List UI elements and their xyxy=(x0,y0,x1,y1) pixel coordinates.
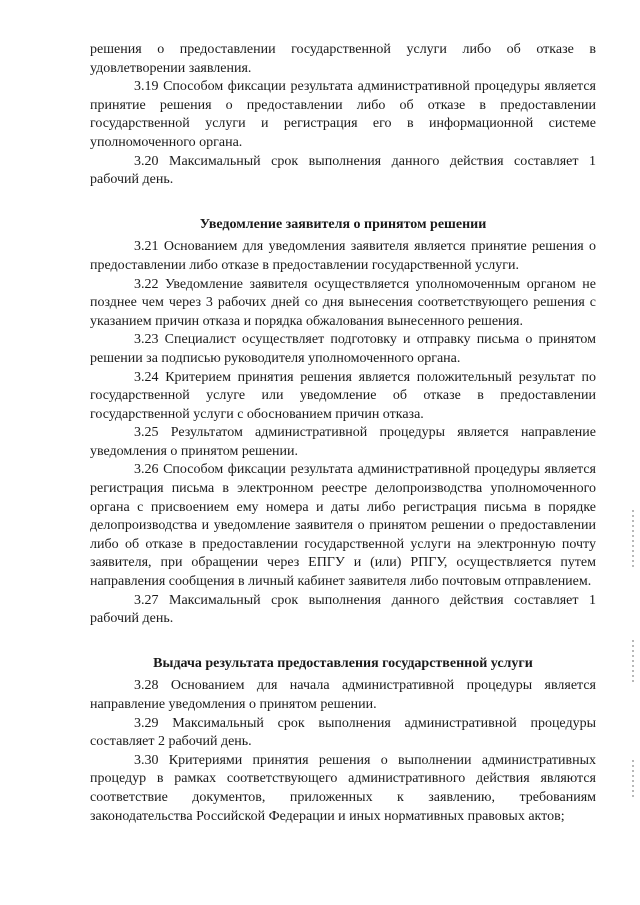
paragraph-3-19: 3.19 Способом фиксации результата административной процедуры является принятие решения о предоставлении либо об отказе в предоставлении государственной услуги и регистрация его в информационной системе уполномоченного органа. xyxy=(90,79,596,150)
section-gap xyxy=(90,190,596,202)
paragraph-3-21: 3.21 Основанием для уведомления заявителя является принятие решения о предоставлении либо отказе в предоставлении государственной услуги. xyxy=(90,239,596,273)
paragraph-3-26: 3.26 Способом фиксации результата административной процедуры является регистрация письма в электронном реестре делопроизводства уполномоченного органа с присвоением ему номера и даты либо регистрация письма в порядке делопроизводства и уведомление заявителя о принятом решении о предоставлении либо об отказе в предоставлении государственной услуги на электронную почту заявителя, при обращении через ЕПГУ и (или) РПГУ, осуществляется путем направления сообщения в личный кабинет заявителя либо почтовым отправлением. xyxy=(90,462,596,590)
paragraph-3-25: 3.25 Результатом административной процедуры является направление уведомления о принятом решении. xyxy=(90,425,596,459)
paragraph-3-23: 3.23 Специалист осуществляет подготовку и отправку письма о принятом решении за подписью руководителя уполномоченного органа. xyxy=(90,332,596,366)
paragraph-3-30: 3.30 Критериями принятия решения о выполнении административных процедур в рамках соответствующего административного действия являются соответствие документов, приложенных к заявлению, требованиям законодательства Российской Федерации и иных нормативных правовых актов; xyxy=(90,752,596,824)
paragraph-3-24: 3.24 Критерием принятия решения является положительный результат по государственной услуге или уведомление об отказе в предоставлении государственной услуги с обоснованием причин отказа. xyxy=(90,369,596,422)
section-gap xyxy=(90,629,596,641)
paragraph-intro: решения о предоставлении государственной услуги либо об отказе в удовлетворении заявления. xyxy=(90,42,596,76)
scan-edge-mark xyxy=(632,640,634,685)
paragraph-3-20: 3.20 Максимальный срок выполнения данного действия составляет 1 рабочий день. xyxy=(90,153,596,188)
paragraph-3-28: 3.28 Основанием для начала административной процедуры является направление уведомления о принятом решении. xyxy=(90,678,596,712)
scan-edge-mark xyxy=(632,760,634,800)
paragraph-3-22: 3.22 Уведомление заявителя осуществляется уполномоченным органом не позднее чем через 3 рабочих дней со дня вынесения соответствующего решения с указанием причин отказа и порядка обжалования вынесенного решения. xyxy=(90,276,596,329)
paragraph-3-29: 3.29 Максимальный срок выполнения административной процедуры составляет 2 рабочий день. xyxy=(90,715,596,750)
paragraph-3-27: 3.27 Максимальный срок выполнения данного действия составляет 1 рабочий день. xyxy=(90,592,596,627)
scan-edge-mark xyxy=(632,510,634,570)
section-heading-result-issuance: Выдача результата предоставления государственной услуги xyxy=(153,655,533,671)
section-heading-notification: Уведомление заявителя о принятом решении xyxy=(199,216,487,232)
